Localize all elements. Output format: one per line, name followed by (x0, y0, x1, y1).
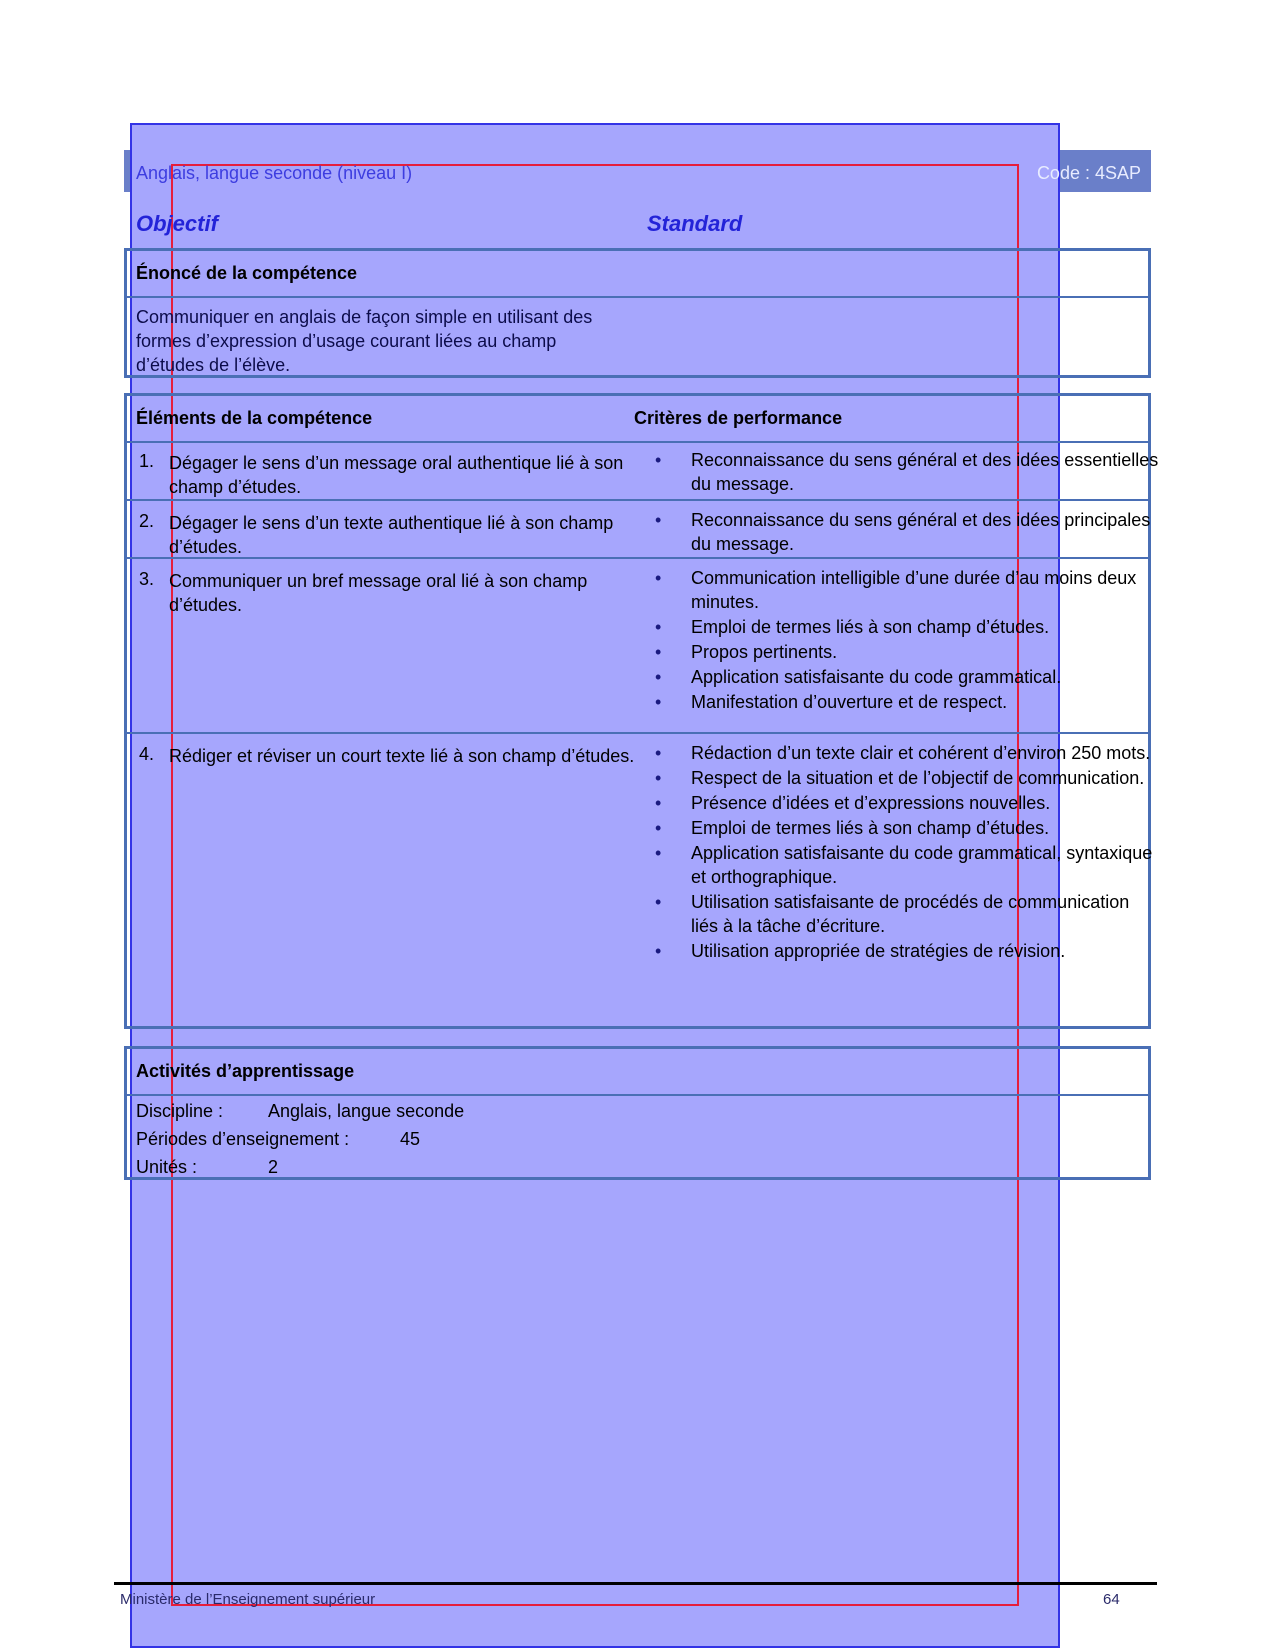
criterion: • Utilisation satisfaisante de procédés de communication liés à la tâche d’écriture. (691, 890, 1161, 938)
activites-heading: Activités d’apprentissage (136, 1061, 355, 1081)
elements-header (127, 396, 1148, 443)
criterion: • Emploi de termes liés à son champ d’études. (691, 816, 1161, 840)
criterion: • Manifestation d’ouverture et de respect. (691, 690, 1161, 714)
element-number: 1. (139, 451, 155, 471)
unites-label: Unités : (136, 1157, 198, 1177)
criterion: • Respect de la situation et de l’objectif de communication. (691, 766, 1161, 790)
element-text: Dégager le sens d’un message oral authentique lié à son champ d’études. (169, 453, 624, 497)
course-code: Code : 4SAP (1036, 163, 1141, 183)
enonce-section (124, 248, 1151, 378)
criteria-list (691, 448, 1161, 497)
element-row-4 (127, 732, 1153, 1028)
criterion: • Emploi de termes liés à son champ d’études. (691, 615, 1161, 639)
enonce-header (127, 251, 1148, 298)
criterion: • Utilisation appropriée de stratégies de révision. (691, 939, 1161, 963)
element-row-3 (127, 557, 1148, 734)
page-number: 64 (1103, 1591, 1120, 1608)
periodes-label: Périodes d’enseignement : (136, 1129, 350, 1149)
criterion: • Application satisfaisante du code grammatical, syntaxique et orthographique. (691, 841, 1161, 889)
elements-heading: Éléments de la compétence (136, 408, 373, 428)
objectif-label: Objectif (136, 211, 218, 236)
element-row-2 (127, 499, 1151, 559)
document-title: Anglais, langue seconde (niveau I) (136, 163, 413, 183)
element-number: 4. (139, 744, 155, 764)
criterion: • Communication intelligible d’une durée d’au moins deux minutes. (691, 566, 1161, 614)
criterion: • Reconnaissance du sens général et des idées essentielles du message. (691, 448, 1161, 496)
discipline-value: Anglais, langue seconde (268, 1101, 465, 1121)
discipline-label: Discipline : (136, 1101, 224, 1121)
criterion: • Reconnaissance du sens général et des idées principales du message. (691, 508, 1161, 556)
criteria-list (691, 508, 1161, 557)
footer-ministry: Ministère de l’Enseignement supérieur (120, 1591, 376, 1608)
element-text: Communiquer un bref message oral lié à son champ d’études. (169, 571, 588, 615)
criterion: • Application satisfaisante du code grammatical. (691, 665, 1161, 689)
element-text: Rédiger et réviser un court texte lié à son champ d’études. (169, 746, 635, 766)
periodes-value: 45 (400, 1129, 421, 1149)
element-number: 2. (139, 511, 155, 531)
criteria-heading: Critères de performance (634, 408, 843, 428)
activites-header (127, 1049, 1148, 1096)
enonce-heading: Énoncé de la compétence (136, 263, 358, 283)
element-text: Dégager le sens d’un texte authentique lié à son champ d’études. (169, 513, 614, 557)
periodes-line (136, 1129, 421, 1150)
criterion: • Présence d’idées et d’expressions nouvelles. (691, 791, 1161, 815)
criterion: • Propos pertinents. (691, 640, 1161, 664)
discipline-line (136, 1101, 465, 1122)
unites-value: 2 (268, 1157, 279, 1177)
footer-rule (114, 1582, 1157, 1585)
unites-line (136, 1157, 279, 1178)
criterion: • Rédaction d’un texte clair et cohérent d’environ 250 mots. (691, 741, 1161, 765)
enonce-text: Communiquer en anglais de façon simple en utilisant des formes d’expression d’usage courant liées au champ d’études de l’élève. (136, 307, 593, 375)
criteria-list (691, 741, 1161, 964)
element-row-1 (127, 441, 1159, 499)
element-number: 3. (139, 569, 155, 589)
standard-label: Standard (647, 211, 743, 236)
elements-section (124, 393, 1159, 1029)
criteria-list (691, 566, 1161, 715)
